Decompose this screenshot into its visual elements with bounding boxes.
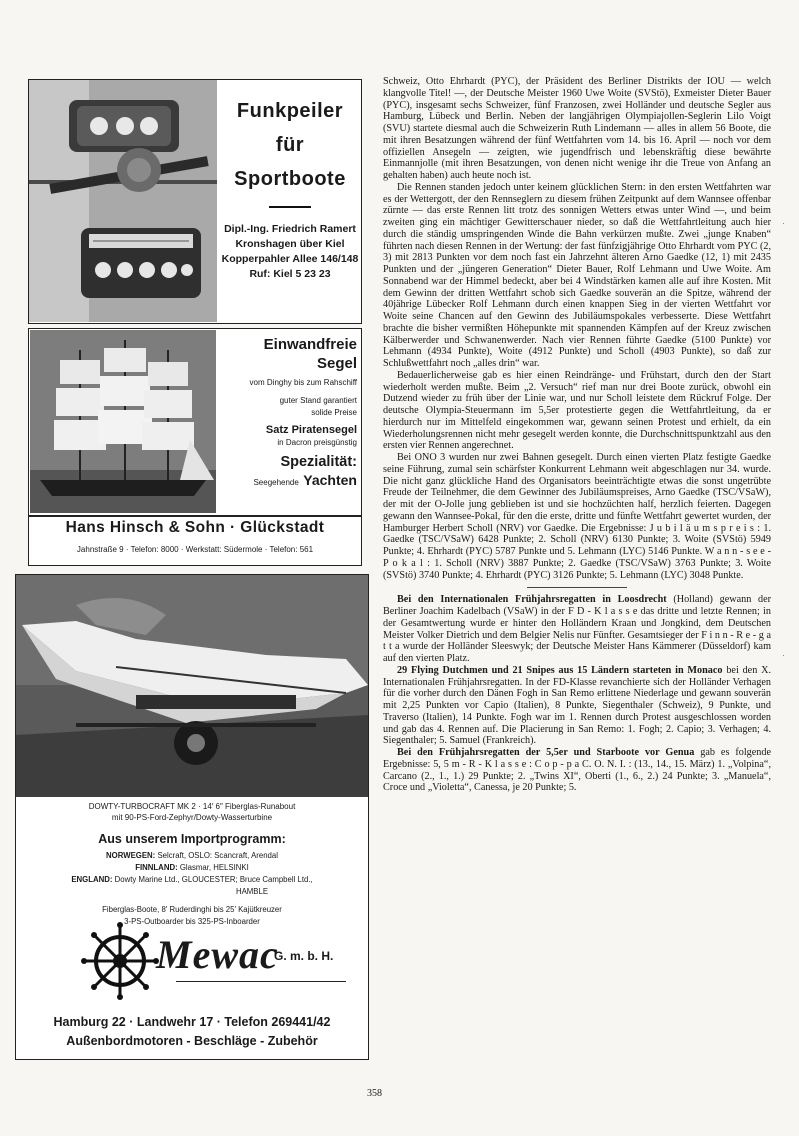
import-country: ENGLAND: [71,875,113,884]
paragraph-text: Die Rennen standen jedoch unter keinem glücklichen Stern: in den ersten Wettfahrten war es der Wettergott, der den Rennseglern zu diesem frühen Zeitpunkt auf dem Wannsee offenbar zürnte — das erste Rennen litt trotz des sonnigen Wetters etwas unter Wind —, und beim zweiten ging ein mächtiger Gewitterschauer nieder, so daß die Wettfahrtleitung auch hier durch die ständig umspringenden Winde die Bahn verkürzen mußte. Zwei „junge Knaben“ führten nach diesen Rennen in der Wertung: der fast fünfzigjährige Otto Ehrhardt vom PYC (2, 3) mit 2813 Punkten vor dem noch fast ein Jahrzehnt älteren Arno Gaedke (12, 1) mit 2435 Punkten und der „jüngeren Generation“ Dieter Bauer, Rolf Lehmann und Uwe Woite. Am Sonnabend war der Himmel bedeckt, aber bei 4 Windstärken kamen alle auf ihre Kosten. Mit dem Gewinn der dritten Wettfahrt schob sich Gaedke souverän an die Spitze, während der 40jährige Lübecker Rolf Lehmann durch einen knappen Sieg in der vierten Wettfahrt vor Woite seine Chancen auf den Gewinn des Jubiläumspokales verbesserte. Diese Wettfahrt brachte die bisher vermißten Höhepunkte mit spannenden Kämpfen auf der Kreuz zwischen Kälberwerder und Schwanenwerder. Nach vier Rennen führte Gaedke (5100 Punkte) vor Lehmann (4934 Punkte), Woite (4912 Punkte) und Scholl (4903 Punkte), so daß zur Schlußwettfahrt noch „alles drin“ war. [383,181,771,369]
ad-mewac-body [16,801,368,928]
ad-mewac-contact [16,1013,368,1051]
sailing-ship-photo [30,330,216,513]
import-text: Dowty Marine Ltd., GLOUCESTER; Bruce Campbell Ltd., [112,875,313,884]
paragraph-text: Bei ONO 3 wurden nur zwei Bahnen gesegelt. Durch einen vierten Platz festigte Gaedke seine Führung, zumal sein schärfster Konkurrent Lehmann weit abgeschlagen nur 34. wurde. Die nicht ganz glückliche Hand des Organisators beeinträchtigte etwas die sonst ungetrübte Freude der Teilnehmer, die dem Gewinner des Jubiläumspreises, Arno Gaedke (TSC/VSaW), der mit der O-Jolle jung geblieben ist und sie hochzüchten half, herzlich feierten. Dagegen gewann den Wannsee-Pokal, für den die erste, dritte und fünfte Wettfahrt gewertet wurden, der Hamburger Herbert Scholl (NRV) vor Gaedke. Die Ergebnisse: J u b i l ä u m s p r e i s : 1. Gaedke (TSC/VSaW) 6428 Punkte; 2. Scholl (NRV) 6130 Punkte; 3. Woite (SVStö) 5949 Punkte; 4. Ehrhardt (PYC) 5787 Punkte und 5. Lehmann (LYC) 5146 Punkte. W a n n - s e e - P o k a l : 1. Scholl (NRV) 3887 Punkte; 2. Gaedke (TSC/VSaW) 3763 Punkte; 3. Woite (SVStö) 3740 Punkte; 4. Ehrhardt (PYC) 3126 Punkte; 5. Lehmann (LYC) 3048 Punkte. [383,452,771,581]
ad-segel-material: in Dacron preisgünstig [277,438,357,447]
import-line [16,886,368,898]
ad-segel-special: Satz Piratensegel [265,424,357,436]
paragraph-text: (Holland) gewann der Berliner Joachim Kadelbach (VSaW) in der F D - K l a s s e das dritte und letzte Rennen; in der Gesamtwertung wurde er hinter den Holländern Kraan und Jongkind, dem Deutschen Meister Volker Dietrich und dem Belgier Nelis nur Fünfter. Gesamtsieger der F i n n - R e - g a t t a wurde der Holländer Sleeswyk; der Deutsche Meister Hans Kämmerer (Düsseldorf) kam auf den vierten Platz. [383,594,771,664]
ad-segel-speciality: Spezialität: [280,454,357,470]
import-country: NORWEGEN: [106,851,156,860]
edge-mark: · [782,218,785,228]
article-paragraph [383,182,771,370]
ad-funkpeiler-address [219,222,361,282]
ad-segel-yachts [221,472,357,490]
address-line: Ruf: Kiel 5 23 23 [249,267,331,280]
paragraph-text: Bedauerlicherweise gab es hier einen Reindränge- und Frühstart, durch den der Start wiederholt werden mußte. Beim „2. Versuch“ rief man nur drei Boote zurück, obwohl ein Dutzend wieder zu früh über der Linie war, und nur Scholl leistete dem Rückruf Folge. Der deutsche Olympia-Steuermann im 5,5er protestierte gegen die Wettfahrtleitung, da er hierdurch nur im Mittelfeld eingekommen war, gewann seinen Protest und erhielt, da ein Wiederholungsrennen nicht mehr gesegelt werden konnte, die Durchschnittspunktzahl aus den ersten vier Rennen angerechnet. [383,369,771,452]
article-paragraph [383,76,771,182]
mewac-logo-row [16,921,368,1007]
ad-mewac [15,574,369,1060]
ad-segel-quality: guter Stand garantiert [279,396,357,405]
ad-mewac-products: Außenbordmotoren - Beschläge - Zubehör [66,1034,318,1048]
import-line [16,874,368,886]
ship-wheel-icon [80,921,160,1001]
article-paragraph [383,370,771,452]
paragraph-headline: Bei den Frühjahrsregatten der 5,5er und Starboote vor Genua [397,747,695,758]
mewac-logo-suffix: G. m. b. H. [274,949,334,963]
divider [176,981,346,982]
divider [29,515,361,517]
ad-segel-quality: solide Preise [311,408,357,417]
ad-segel-firm-address: Jahnstraße 9 · Telefon: 8000 · Werkstatt: Südermole · Telefon: 561 [76,545,314,554]
article-paragraph [383,452,771,581]
ad-segel-heading: Segel [316,355,357,372]
ad-funkpeiler-text [219,80,361,322]
photo-caption: mit 90-PS-Ford-Zephyr/Dowty-Wasserturbine [111,813,273,822]
ad-segel-text [221,335,357,490]
runabout-boat-photo [16,575,368,797]
import-line [16,862,368,874]
ad-funkpeiler-title [219,80,361,196]
ad-mewac-heading: Aus unserem Importprogramm: [98,832,286,846]
yachts-word: Yachten [303,472,357,488]
article-paragraph [383,747,771,794]
import-country: FINNLAND: [135,863,178,872]
paragraph-headline: 29 Flying Dutchmen und 21 Snipes aus 15 Ländern starteten in Monaco [397,664,723,676]
section-divider [527,587,627,588]
fiberglas-line: 3-PS-Outboarder bis 325-PS-Inboarder [124,917,260,926]
page-number: 358 [367,1088,382,1099]
fiberglas-line: Fiberglas-Boote, 8′ Ruderdinghi bis 25′ Kajütkreuzer [102,905,282,914]
edge-mark: · [782,650,785,660]
import-text: Glasmar, HELSINKI [177,863,249,872]
article-paragraph [383,594,771,665]
address-line: Dipl.-Ing. Friedrich Ramert [224,222,356,235]
article-column [383,76,771,794]
address-line: Kronshagen über Kiel [235,237,345,250]
ad-mewac-address: Hamburg 22 · Landwehr 17 · Telefon 269441/42 [53,1015,331,1029]
import-text: HAMBLE [235,887,269,896]
paragraph-text: bei den X. Internationalen Frühjahrsregatten. In der FD-Klasse revanchierte sich der Holländer Verhagen für die vorher durch den Dänen Fogh in San Remo erlittene Niederlage und gewann souverän mit 2,25 Punkten vor Capio (Italien), 8 Punkte, Siegenthaler (Schweiz), 9 Punkte, und Traverso (Italien), 14 Punkte. Fogh war im 1. Rennen durch Protest ausgeschlossen worden und gab das 4. Rennen auf. Die Placierung in San Remo: 1. Fogh; 2. Capio; 3. Verhagen; 4. Siegenthaler; 5. Samuel (Frankreich). [383,664,772,747]
address-line: Kopperpahler Allee 146/148 [221,252,359,265]
title-line: für [275,134,305,156]
ad-funkpeiler [28,79,362,324]
ad-segel [28,328,362,566]
photo-caption: DOWTY-TURBOCRAFT MK 2 · 14′ 6″ Fiberglas-Runabout [88,802,296,811]
ad-segel-range: vom Dinghy bis zum Rahschiff [249,378,357,387]
mewac-logo-text: Mewac [156,932,279,977]
import-text: Selcraft, OSLO: Scancraft, Arendal [155,851,278,860]
paragraph-headline: Bei den Internationalen Frühjahrsregatten in Loosdrecht [397,594,667,606]
import-line [16,850,368,862]
title-line: Funkpeiler [236,100,344,122]
paragraph-text: gab es folgende Ergebnisse: 5, 5 m - R - K l a s s e : C o p - p a C. O. N. I. : (13., 14., 15. März) 1. „Volpina“, Carcano (2., 1., 1.) 29 Punkte; 2. „Twins XI“, Oberti (1., 6., 2.) 24 Punkte; 3. „Manuela“, Croce und „Violetta“, Canessa, je 20 Punkte; 5. [383,747,772,794]
ad-segel-heading: Einwandfreie [263,336,357,353]
yachts-prefix: Seegehende [253,478,299,487]
ad-segel-firm: Hans Hinsch & Sohn · Glückstadt [65,519,325,536]
paragraph-text: Schweiz, Otto Ehrhardt (PYC), der Präsident des Berliner Distrikts der IOU — welch klangvolle Titel! —, der Deutsche Meister 1960 Uwe Woite (SVStö), Exmeister Dieter Bauer (PYC), insgesamt sechs Schweizer, fünf Franzosen, zwei Holländer und deutsche Segler aus Hamburg, Lübeck und Berlin. Neben der langjährigen Olympiajollen-Seglerin Lilo Voigt (SVU) startete diesmal auch die Schweizerin Ruth Lindemann — alles in allem 56 Boote, die mit ihren Besatzungen während der fünf Wettfahrten vom 14. bis 16. April — noch vor dem offiziellen Ansegeln — zeigten, wie jugendfrisch und lebenskräftig diese bewährte Einmannjolle (mit ihren Besatzungen, von denen nicht wenige ihr die Treue von Anfang an gehalten haben) auch heute noch ist. [383,76,771,181]
article-paragraph [383,665,771,747]
divider [269,206,311,208]
title-line: Sportboote [234,168,346,190]
radio-direction-finder-photo [29,80,217,322]
